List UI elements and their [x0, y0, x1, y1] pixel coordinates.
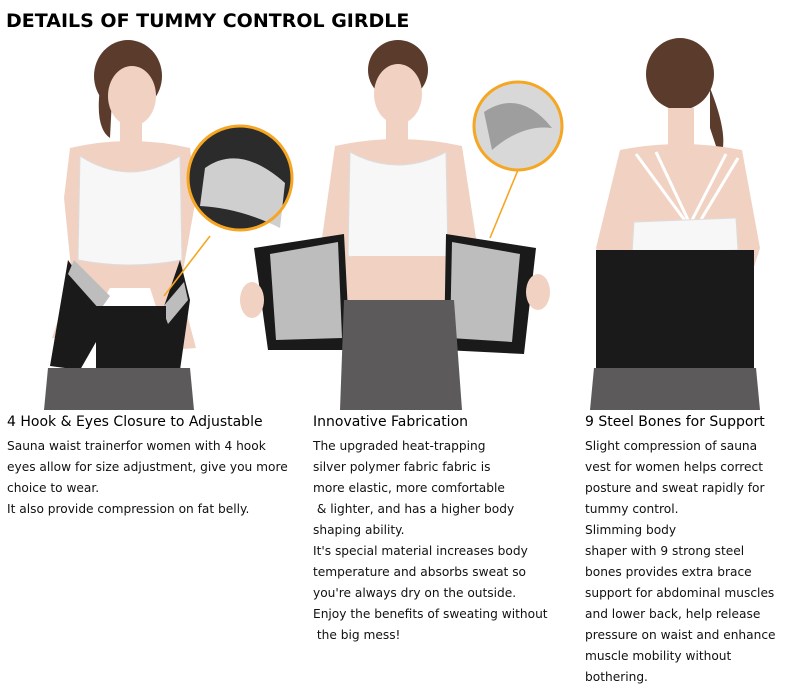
text-line: Slimming body — [585, 523, 677, 537]
photo-fabric — [240, 38, 570, 410]
text-line: more elastic, more comfortable — [313, 481, 505, 495]
text-line: pressure on waist and enhance — [585, 628, 776, 642]
text-line: Sauna waist trainerfor women with 4 hook — [7, 439, 266, 453]
page-title: DETAILS OF TUMMY CONTROL GIRDLE — [6, 10, 410, 32]
text-line: support for abdominal muscles — [585, 586, 775, 600]
text-line: & lighter, and has a higher body — [313, 502, 515, 516]
text-line: shaper with 9 strong steel — [585, 544, 745, 558]
photo-steel-bones — [570, 38, 790, 410]
text-line: It also provide compression on fat belly. — [7, 502, 250, 516]
text-line: Enjoy the benefits of sweating without — [313, 607, 548, 621]
text-line: vest for women helps correct — [585, 460, 763, 474]
heading-steel-bones: 9 Steel Bones for Support — [585, 414, 765, 430]
column-steel-bones — [585, 414, 785, 688]
text-line: you're always dry on the outside. — [313, 586, 517, 600]
column-hook-closure — [7, 414, 297, 520]
text-line: eyes allow for size adjustment, give you more — [7, 460, 288, 474]
text-line: choice to wear. — [7, 481, 100, 495]
text-line: bothering. — [585, 670, 648, 684]
text-line: tummy control. — [585, 502, 679, 516]
text-line: temperature and absorbs sweat so — [313, 565, 527, 579]
column-fabrication — [313, 414, 573, 646]
text-line: silver polymer fabric fabric is — [313, 460, 491, 474]
text-line: muscle mobility without — [585, 649, 732, 663]
heading-fabrication: Innovative Fabrication — [313, 414, 469, 430]
text-line: Slight compression of sauna — [585, 439, 758, 453]
text-line: posture and sweat rapidly for — [585, 481, 765, 495]
text-line: The upgraded heat-trapping — [313, 439, 486, 453]
text-line: shaping ability. — [313, 523, 405, 537]
text-line: It's special material increases body — [313, 544, 528, 558]
heading-hook-closure: 4 Hook & Eyes Closure to Adjustable — [7, 414, 263, 430]
text-line: bones provides extra brace — [585, 565, 752, 579]
text-line: the big mess! — [313, 628, 401, 642]
text-line: and lower back, help release — [585, 607, 761, 621]
